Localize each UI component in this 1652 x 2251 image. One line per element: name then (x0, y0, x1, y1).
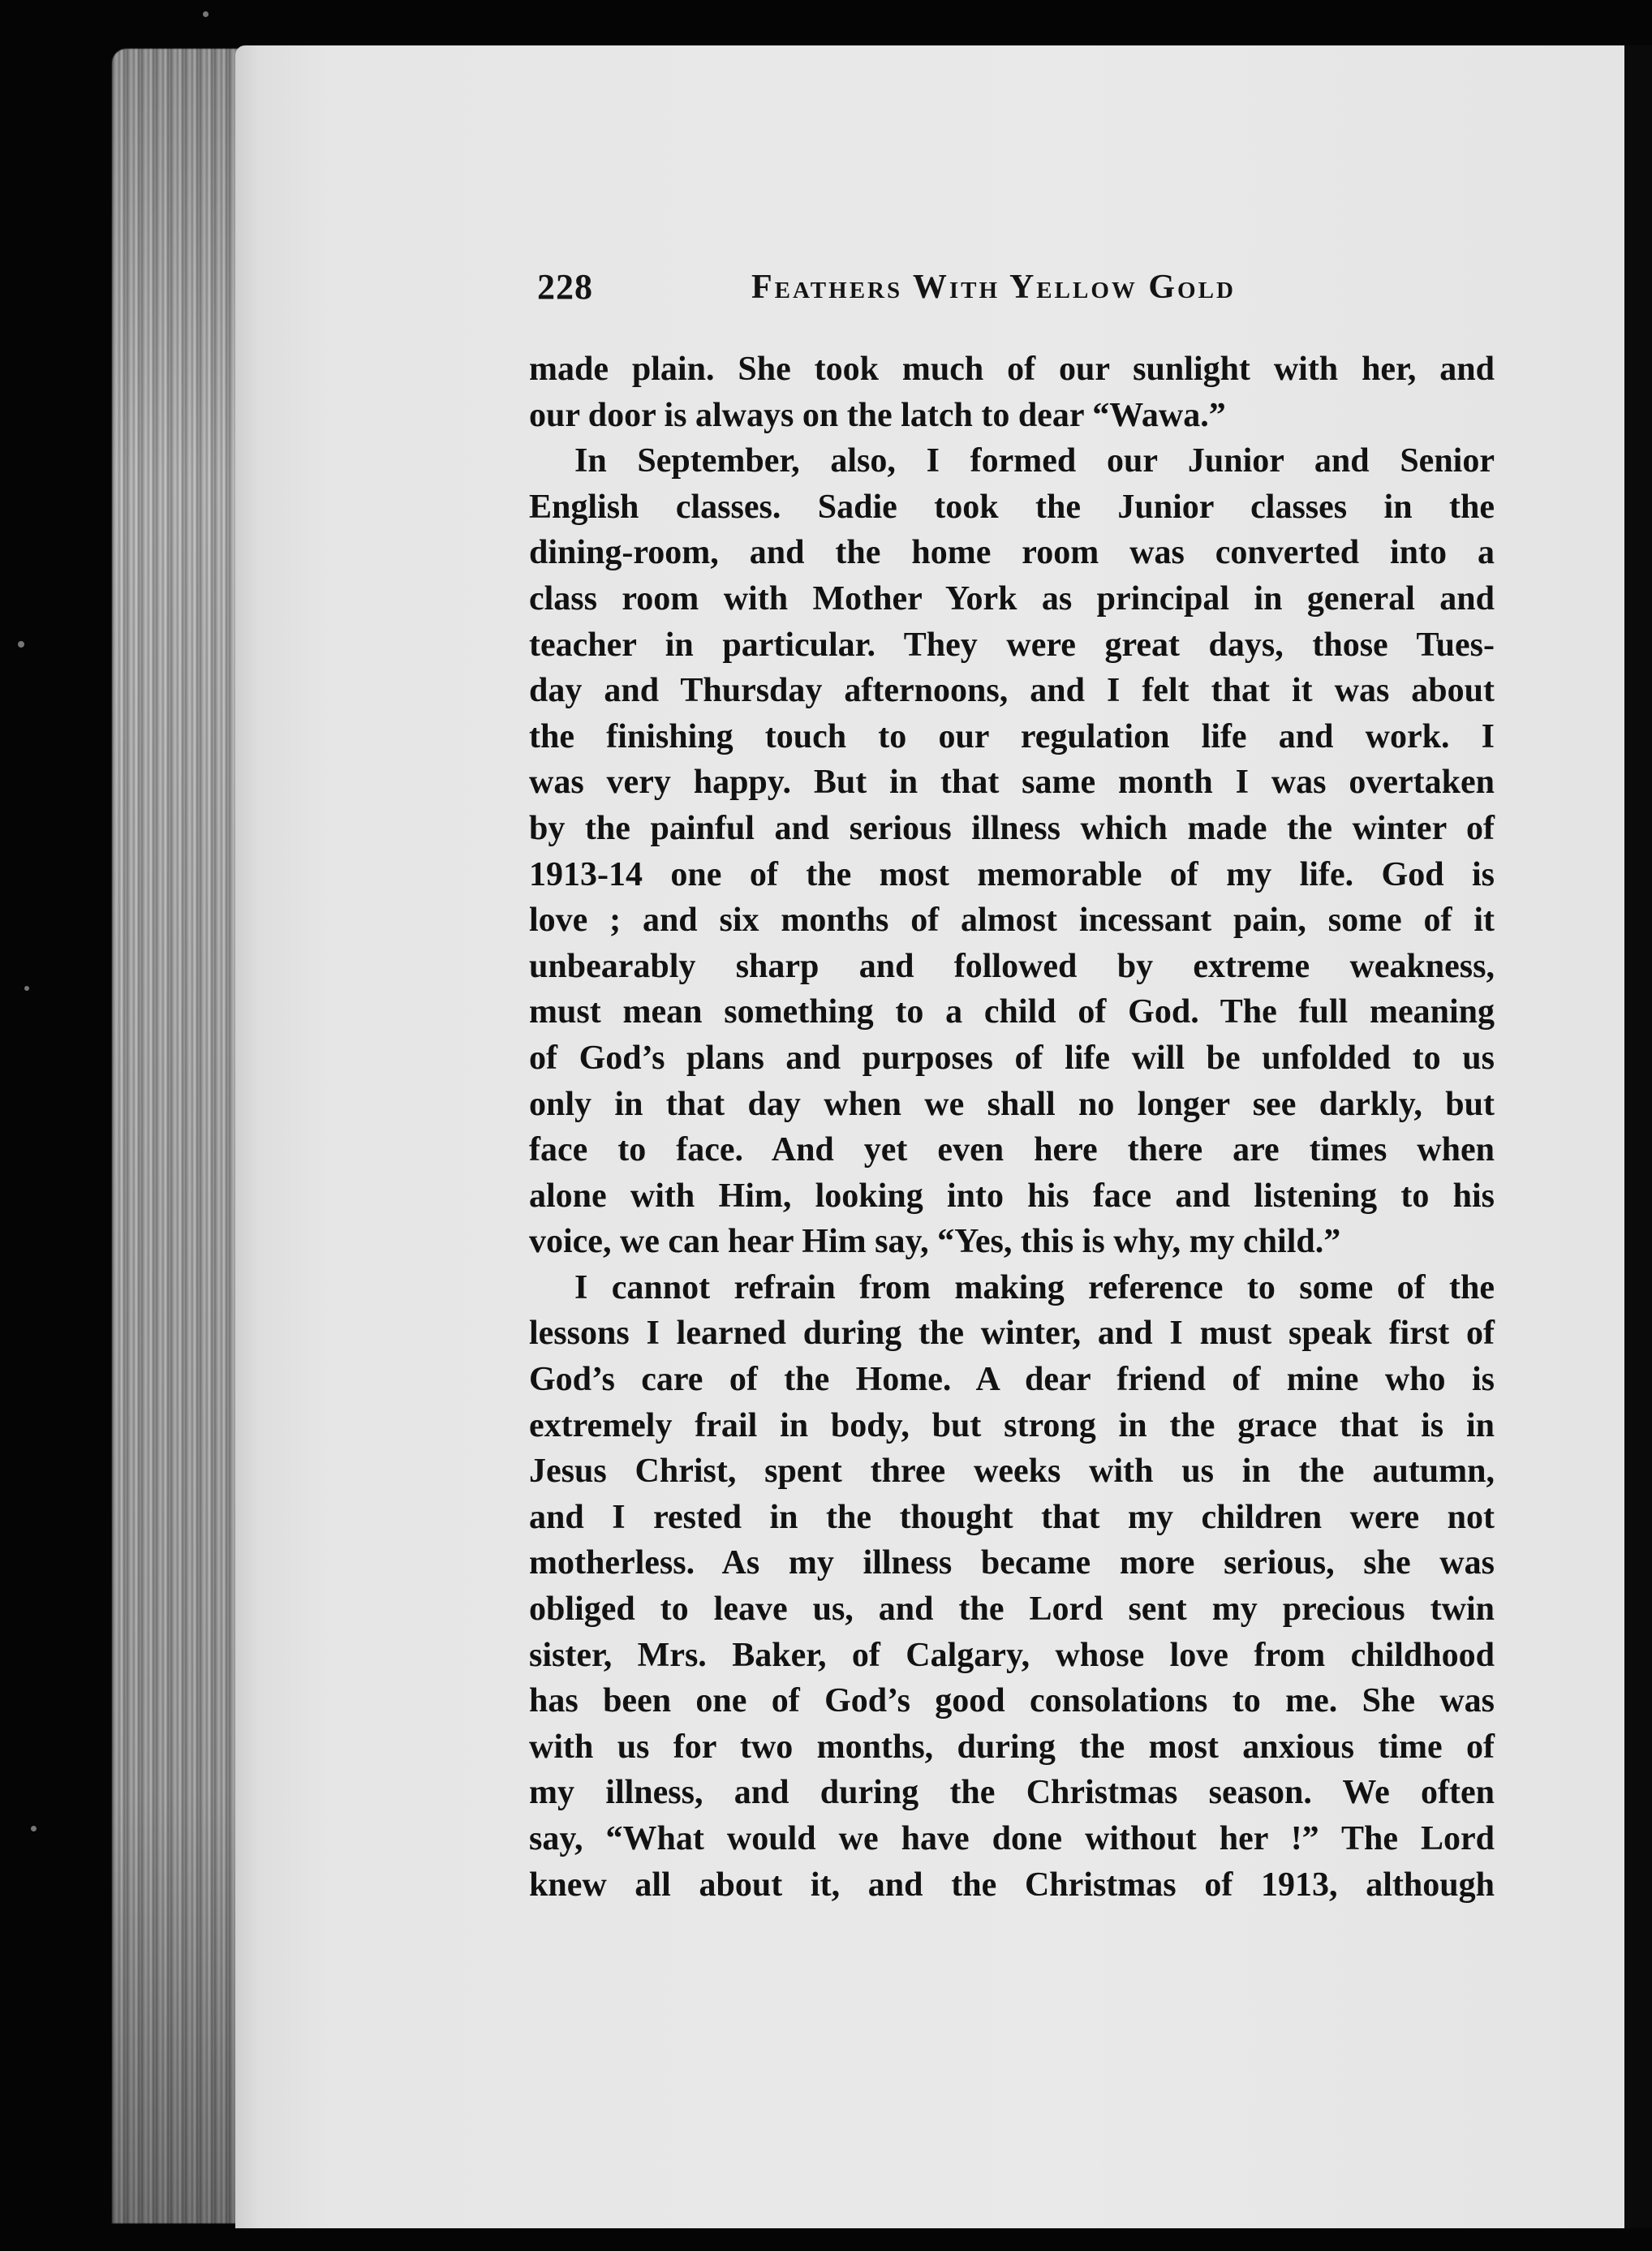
text-line: and I rested in the thought that my children were not (529, 1498, 1495, 1536)
text-line: 1913-14 one of the most memorable of my life. God is (529, 855, 1495, 893)
text-line: knew all about it, and the Christmas of 1913, although (529, 1866, 1495, 1904)
scan-speck (203, 11, 209, 17)
text-line: my illness, and during the Christmas season. We often (529, 1774, 1495, 1812)
text-line: of God’s plans and purposes of life will be unfolded to us (529, 1039, 1495, 1077)
text-line: alone with Him, looking into his face and listening to his (529, 1177, 1495, 1215)
text-line: teacher in particular. They were great days, those Tues- (529, 626, 1495, 664)
text-line: God’s care of the Home. A dear friend of mine who is (529, 1361, 1495, 1399)
text-line: love ; and six months of almost incessant pain, some of it (529, 902, 1495, 940)
text-line: In September, also, I formed our Junior and Senior (574, 442, 1495, 480)
text-line: face to face. And yet even here there are times when (529, 1131, 1495, 1169)
page-number: 228 (537, 267, 593, 307)
text-line: class room with Mother York as principal in general and (529, 579, 1495, 618)
text-line: voice, we can hear Him say, “Yes, this is why, my child.” (529, 1223, 1341, 1261)
scan-border (1624, 45, 1652, 2228)
text-line: extremely frail in body, but strong in the grace that is in (529, 1406, 1495, 1444)
text-line: with us for two months, during the most anxious time of (529, 1728, 1495, 1766)
text-line: I cannot refrain from making reference to some of the (574, 1268, 1495, 1306)
text-line: obliged to leave us, and the Lord sent my precious twin (529, 1590, 1495, 1629)
text-line: dining-room, and the home room was converted into a (529, 534, 1495, 572)
text-line: unbearably sharp and followed by extreme weakness, (529, 947, 1495, 985)
page-stack-edges (112, 49, 242, 2223)
text-line: by the painful and serious illness which made the winter of (529, 809, 1495, 847)
text-line: only in that day when we shall no longer see darkly, but (529, 1085, 1495, 1123)
scan-speck (24, 986, 29, 991)
text-line: English classes. Sadie took the Junior classes in the (529, 488, 1495, 526)
text-line: day and Thursday afternoons, and I felt that it was about (529, 672, 1495, 710)
running-title: Feathers With Yellow Gold (751, 269, 1236, 306)
page-header (537, 266, 1495, 315)
text-line: must mean something to a child of God. The full meaning (529, 993, 1495, 1031)
text-line: sister, Mrs. Baker, of Calgary, whose love from childhood (529, 1636, 1495, 1674)
text-line: made plain. She took much of our sunlight with her, and (529, 351, 1495, 388)
text-line: motherless. As my illness became more serious, she was (529, 1544, 1495, 1582)
text-line: lessons I learned during the winter, and I must speak first of (529, 1315, 1495, 1353)
text-line: the finishing touch to our regulation life and work. I (529, 717, 1495, 755)
scan-speck (31, 1826, 37, 1831)
body-text (529, 346, 1495, 1908)
text-line: say, “What would we have done without her !” The Lord (529, 1820, 1495, 1857)
text-line: our door is always on the latch to dear “Wawa.” (529, 396, 1226, 434)
text-line: was very happy. But in that same month I was overtaken (529, 764, 1495, 802)
scan-speck (18, 641, 24, 648)
text-line: Jesus Christ, spent three weeks with us in the autumn, (529, 1453, 1495, 1491)
text-line: has been one of God’s good consolations to me. She was (529, 1682, 1495, 1720)
